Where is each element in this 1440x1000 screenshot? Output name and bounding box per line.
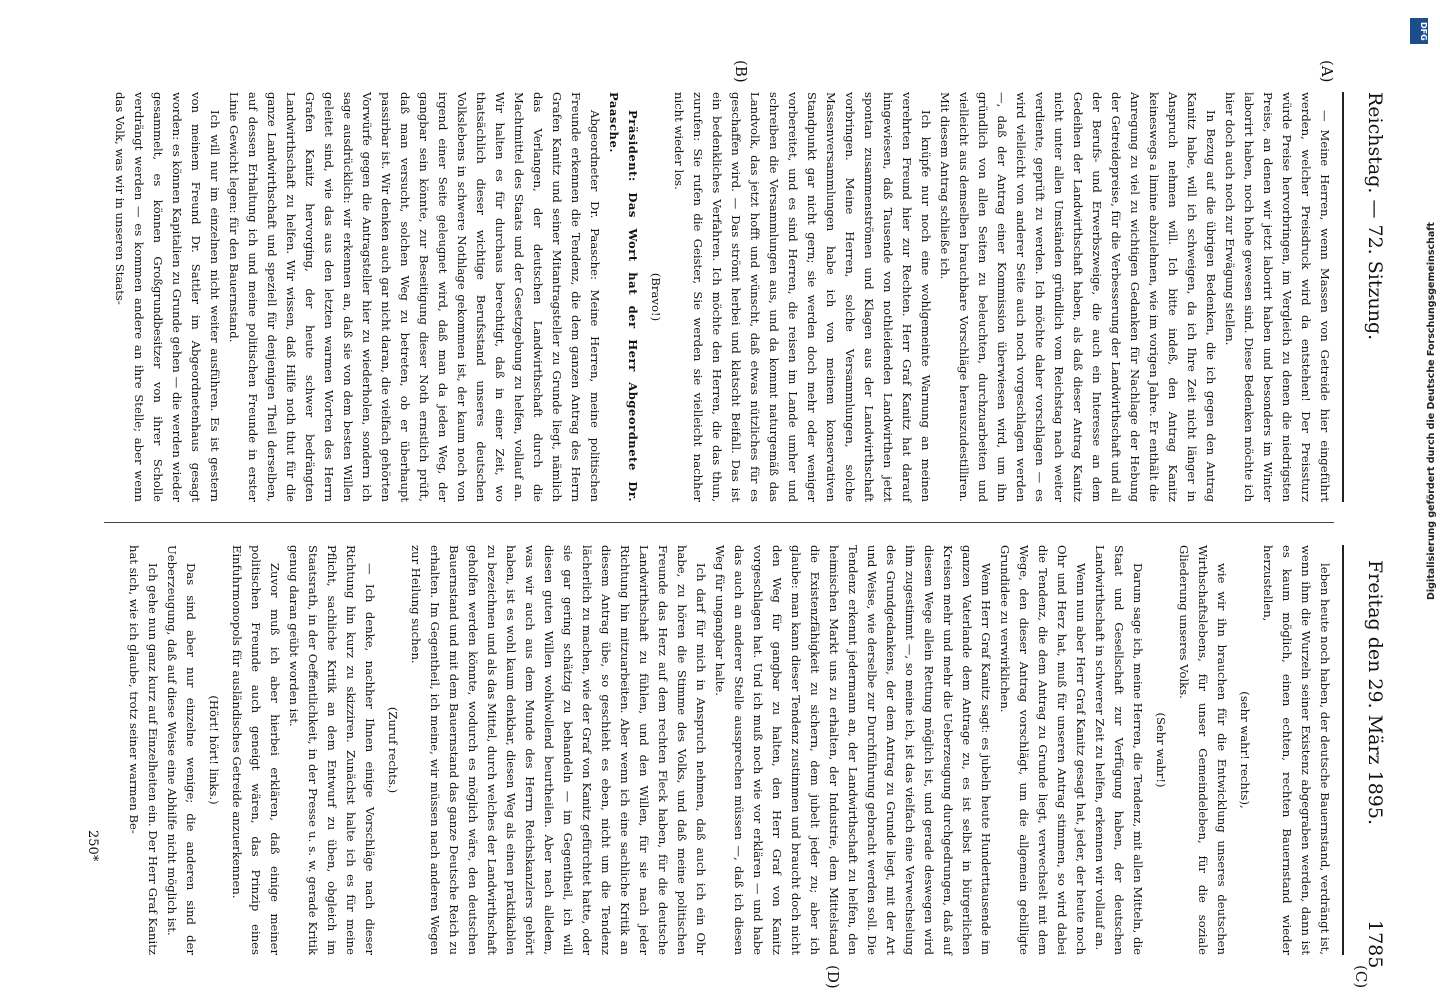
- margin-marker-d: (D): [824, 965, 842, 989]
- header-rule-right: [1342, 545, 1344, 955]
- interjection: (Bravo!): [649, 272, 663, 322]
- margin-marker-b: (B): [732, 60, 750, 83]
- paragraph: Das sind aber nur einzelne wenige; die anderen sind der Ueberzeugung, daß auf diese Weise eine Abhilfe nicht möglich ist.: [165, 545, 198, 955]
- interjection: (Sehr wahr!): [1154, 712, 1168, 788]
- paragraph: Darum sage ich, meine Herren, die Tendenz, mit allen Mitteln, die Staat und Gesellschaft zur Verfügung haben, der deutschen Landwirthschaft in schwerer Zeit zu helfen, erkennen wir vollauf an.: [1093, 545, 1145, 955]
- signature-mark: 250*: [85, 830, 100, 862]
- header-rule-left: [1342, 92, 1344, 502]
- paragraph: wie wir ihn brauchen für die Entwicklung unseres deutschen Wirthschaftslebens, für unser Gemeindeleben, für die soziale Gliederung unseres Volks.: [1177, 545, 1229, 955]
- paragraph: Zuvor muß ich aber hierbei erklären, daß einige meiner politischen Freunde auch geneigt wären, das Prinzip eines Einfuhrmonopols für ausländisches Getreide anzuerkennen.: [230, 545, 282, 955]
- paragraph: Ich gehe nun ganz kurz auf Einzelheiten ein. Der Herr Graf Kanitz hat sich, wie ich glaube, trotz seiner warmen Be-: [127, 545, 160, 955]
- digitization-stamp: [1406, 0, 1437, 1000]
- margin-marker-c: (C): [1352, 965, 1370, 989]
- stamp-text: Digitalisierung gefördert durch die Deutsche Forschungsgemeinschaft: [1426, 222, 1437, 600]
- interjection: (Zuruf rechts.): [386, 706, 400, 794]
- speaker-line: Präsident: Das Wort hat der Herr Abgeordnete Dr. Paasche.: [607, 92, 640, 502]
- interjection: (sehr wahr! rechts),: [1238, 691, 1252, 809]
- paragraph: — Meine Herren, wenn Massen von Getreide hier eingeführt werden, welcher Preisdruck wird da entstehen! Der Preissturz würde Preise hervorbringen, im Vergleich zu denen die niedrigsten Preise, an denen wir jetzt laborirt haben und besonders im Winter laborirt haben, noch hohe gewesen sind. Diese Bedenken möchte ich hier doch auch noch zur Erwägung stellen.: [1223, 92, 1332, 502]
- paragraph: Ich knüpfe nur noch eine wohlgemeinte Warnung an meinen verehrten Freund hier zur Rechten. Herr Graf Kanitz hat darauf hingewiesen, daß Tausende von nothleidenden Landwirthen jetzt spontan zusammenströmen und Klagen aus der Landwirthschaft vorbringen. Meine Herren, solche Versammlungen, solche Massenversammlungen habe ich von meinem konservativen Standpunkt gar nicht gern; sie werden doch mehr oder weniger vorbereitet, und es sind Herren, die reisen im Lande umher und schreiben die Versammlungen aus, und da kommt naturgemäß das Landvolk, das jetzt hofft und wünscht, daß etwas nützliches für es geschaffen wird. — Das strömt herbei und klatscht Beifall. Das ist ein bedenkliches Verfahren. Ich möchte den Herren, die das thun, zurufen: Sie rufen die Geister, Sie werden sie vielleicht nachher nicht wieder los.: [672, 92, 933, 502]
- page-number: 1785: [1364, 920, 1386, 969]
- paragraph: Abgeordneter Dr. Paasche: Meine Herren, meine politischen Freunde erkennen die Tendenz, die dem ganzen Antrag des Herrn Grafen Kanitz und seiner Mitantragsteller zu Grunde liegt, nämlich das Verlangen, der deutschen Landwirthschaft durch die Machtmittel des Staats und der Gesetzgebung zu helfen, vollauf an. Wir halten es für durchaus berechtigt, daß in einer Zeit, wo thatsächlich dieser wichtige Berufsstand unseres deutschen Volkslebens in schwere Nothlage gekommen ist, der kaum noch von irgend einer Seite geleugnet wird, daß man da jeden Weg, der gangbar sein könnte, zur Beseitigung dieser Noth ernstlich prüft, daß man versucht, solchen Weg zu betreten, ob er überhaupt passirbar ist. Wir denken auch gar nicht daran, die vielfach gehörten Vorwürfe gegen die Antragsteller hier zu wiederholen, sondern ich sage ausdrücklich: wir erkennen an, daß sie von dem besten Willen geleitet sind, wie das aus den letzten warmen Worten des Herrn Grafen Kanitz hervorging, der heute schwer bedrängten Landwirthschaft zu helfen. Wir wissen, daß Hilfe noth thut für die ganze Landwirthschaft und speziell für denjenigen Theil derselben, auf dessen Erhaltung ich und meine politischen Freunde in erster Linie Gewicht legen: für den Bauernstand.: [227, 92, 602, 502]
- text-column-left: [104, 92, 1334, 502]
- paragraph: In Bezug auf die übrigen Bedenken, die ich gegen den Antrag Kanitz habe, will ich schweigen, da ich Ihre Zeit nicht länger in Anspruch nehmen will. Ich bitte indeß, den Antrag Kanitz keineswegs a limine abzulehnen, wie im vorigen Jahre. Er enthält die Anregung zu viel zu wichtigen Gedanken für Nachlage der Hebung der Getreidepreise, für die Verbesserung der Landwirthschaft und all der Berufs- und Erwerbszweige, die auch ein Interesse an dem Gedeihen der Landwirthschaft haben, als daß dieser Antrag Kanitz nicht unter allen Umständen gründlich vom Reichstag nach weiter verdiente, geprüft zu werden. Ich möchte daher vorschlagen — es wird vielleicht von anderer Seite auch noch vorgeschlagen werden —, daß der Antrag einer Kommission überwiesen wird, um ihn gründlich von allen Seiten zu beleuchten, durchzuarbeiten und vielleicht aus demselben brauchbare Vorschläge herauszudestilliren. Mit diesem Antrag schließe ich.: [938, 92, 1218, 502]
- paragraph: — Ich denke, nachher Ihnen einige Vorschläge nach dieser Richtung hin kurz zu skizziren. Zunächst halte ich es für meine Pflicht, sachliche Kritik an dem Entwurf zu üben, obgleich im Staatsrath, in der Oeffentlichkeit, in der Presse u. s. w. gerade Kritik genug daran geübt worden ist.: [287, 545, 377, 955]
- dfg-logo: DFG: [1410, 18, 1428, 44]
- paragraph: Wenn Herr Graf Kanitz sagt: es jubeln heute Hunderttausende im ganzen Vaterlande dem Antrage zu, es ist selbst in bürgerlichen Kreisen mehr und mehr die Ueberzeugung durchgedrungen, daß auf diesem Wege allein Rettung möglich ist, und gerade deswegen wird ihm zugestimmt —, so meine ich, ist das vielfach eine Verwechselung des Grundgedankens, der dem Antrag zu Grunde liegt, mit der Art und Weise, wie derselbe zur Durchführung gebracht werden soll. Die Tendenz erkennt jedermann an, der Landwirthschaft zu helfen, den heimischen Markt uns zu erhalten, der Industrie, dem Mittelstand die Existenzfähigkeit zu sichern, dem jubelt jeder zu; aber ich glaube: man kann dieser Tendenz zustimmen und braucht doch nicht den Weg für gangbar zu halten, den Herr Graf von Kanitz vorgeschlagen hat. Und ich muß noch wie vor erklären — und habe das auch an anderer Stelle aussprechen müssen —, daß ich diesen Weg für ungangbar halte.: [713, 545, 993, 955]
- paragraph: Ich will nur im einzelnen nicht weiter ausführen. Es ist gestern von meinem Freund Dr. Sattler im Abgeordnetenhaus gesagt worden: es können Kapitalien zu Grunde gehen — die werden wieder gesammelt, es können Großgrundbesitzer von ihrer Scholle verdrängt werden — es kommen andere an ihre Stelle; aber wenn das Volk, was wir in unseren Staats-: [113, 92, 222, 502]
- paragraph: Wenn nun aber Herr Graf Kanitz gesagt hat, jeder, der heute noch Ohr und Herz hat, muß für unseren Antrag stimmen, so wird dabei die Tendenz, die dem Antrag zu Grunde liegt, verwechselt mit dem Wege, den dieser Antrag vorschlägt, um die allgemein gebilligte Grundidee zu verwirklichen.: [998, 545, 1088, 955]
- interjection: (Hört! hört! links.): [207, 695, 221, 805]
- header-date: Freitag den 29. März 1895.: [1364, 560, 1386, 825]
- paragraph: Ich darf für mich in Anspruch nehmen, daß auch ich ein Ohr habe, zu hören die Stimme des Volks, und daß meine politischen Freunde das Herz auf dem rechten Fleck haben, für die deutsche Landwirthschaft zu fühlen, und den Willen, für sie nach jeder Richtung hin mitzuarbeiten. Aber wenn ich eine sachliche Kritik an diesem Antrag übe, so geschieht es eben, nicht um die Tendenz lächerlich zu machen, wie der Graf von Kanitz gefürchtet hatte, oder sie gar gering schätzig zu behandeln — im Gegentheil, ich will diesen guten Willen wohlwollend beurtheilen. Aber nach alledem, was wir auch aus dem Munde des Herrn Reichskanzlers gehört haben, ist es wohl kaum denkbar, diesen Weg als einen praktikablen zu bezeichnen und als das Mittel, durch welches der Landwirthschaft geholfen werden könnte, wodurch es möglich wäre, den deutschen Bauernstand und mit dem Bauernstand das ganze Deutsche Reich zu erhalten. Im Gegentheil, ich meine, wir müssen nach anderen Wegen zur Heilung suchen.: [409, 545, 708, 955]
- text-column-right: [104, 545, 1334, 955]
- paragraph: leben heute noch haben, der deutsche Bauernstand, verdrängt ist, wenn ihm die Wurzeln seiner Existenz abgegraben werden, dann ist es kaum möglich, einen echten, rechten Bauernstand wieder herzustellen,: [1261, 545, 1332, 955]
- margin-marker-a: (A): [1318, 60, 1336, 83]
- header-session: Reichstag. — 72. Sitzung.: [1364, 92, 1386, 341]
- column-divider: [104, 522, 1334, 523]
